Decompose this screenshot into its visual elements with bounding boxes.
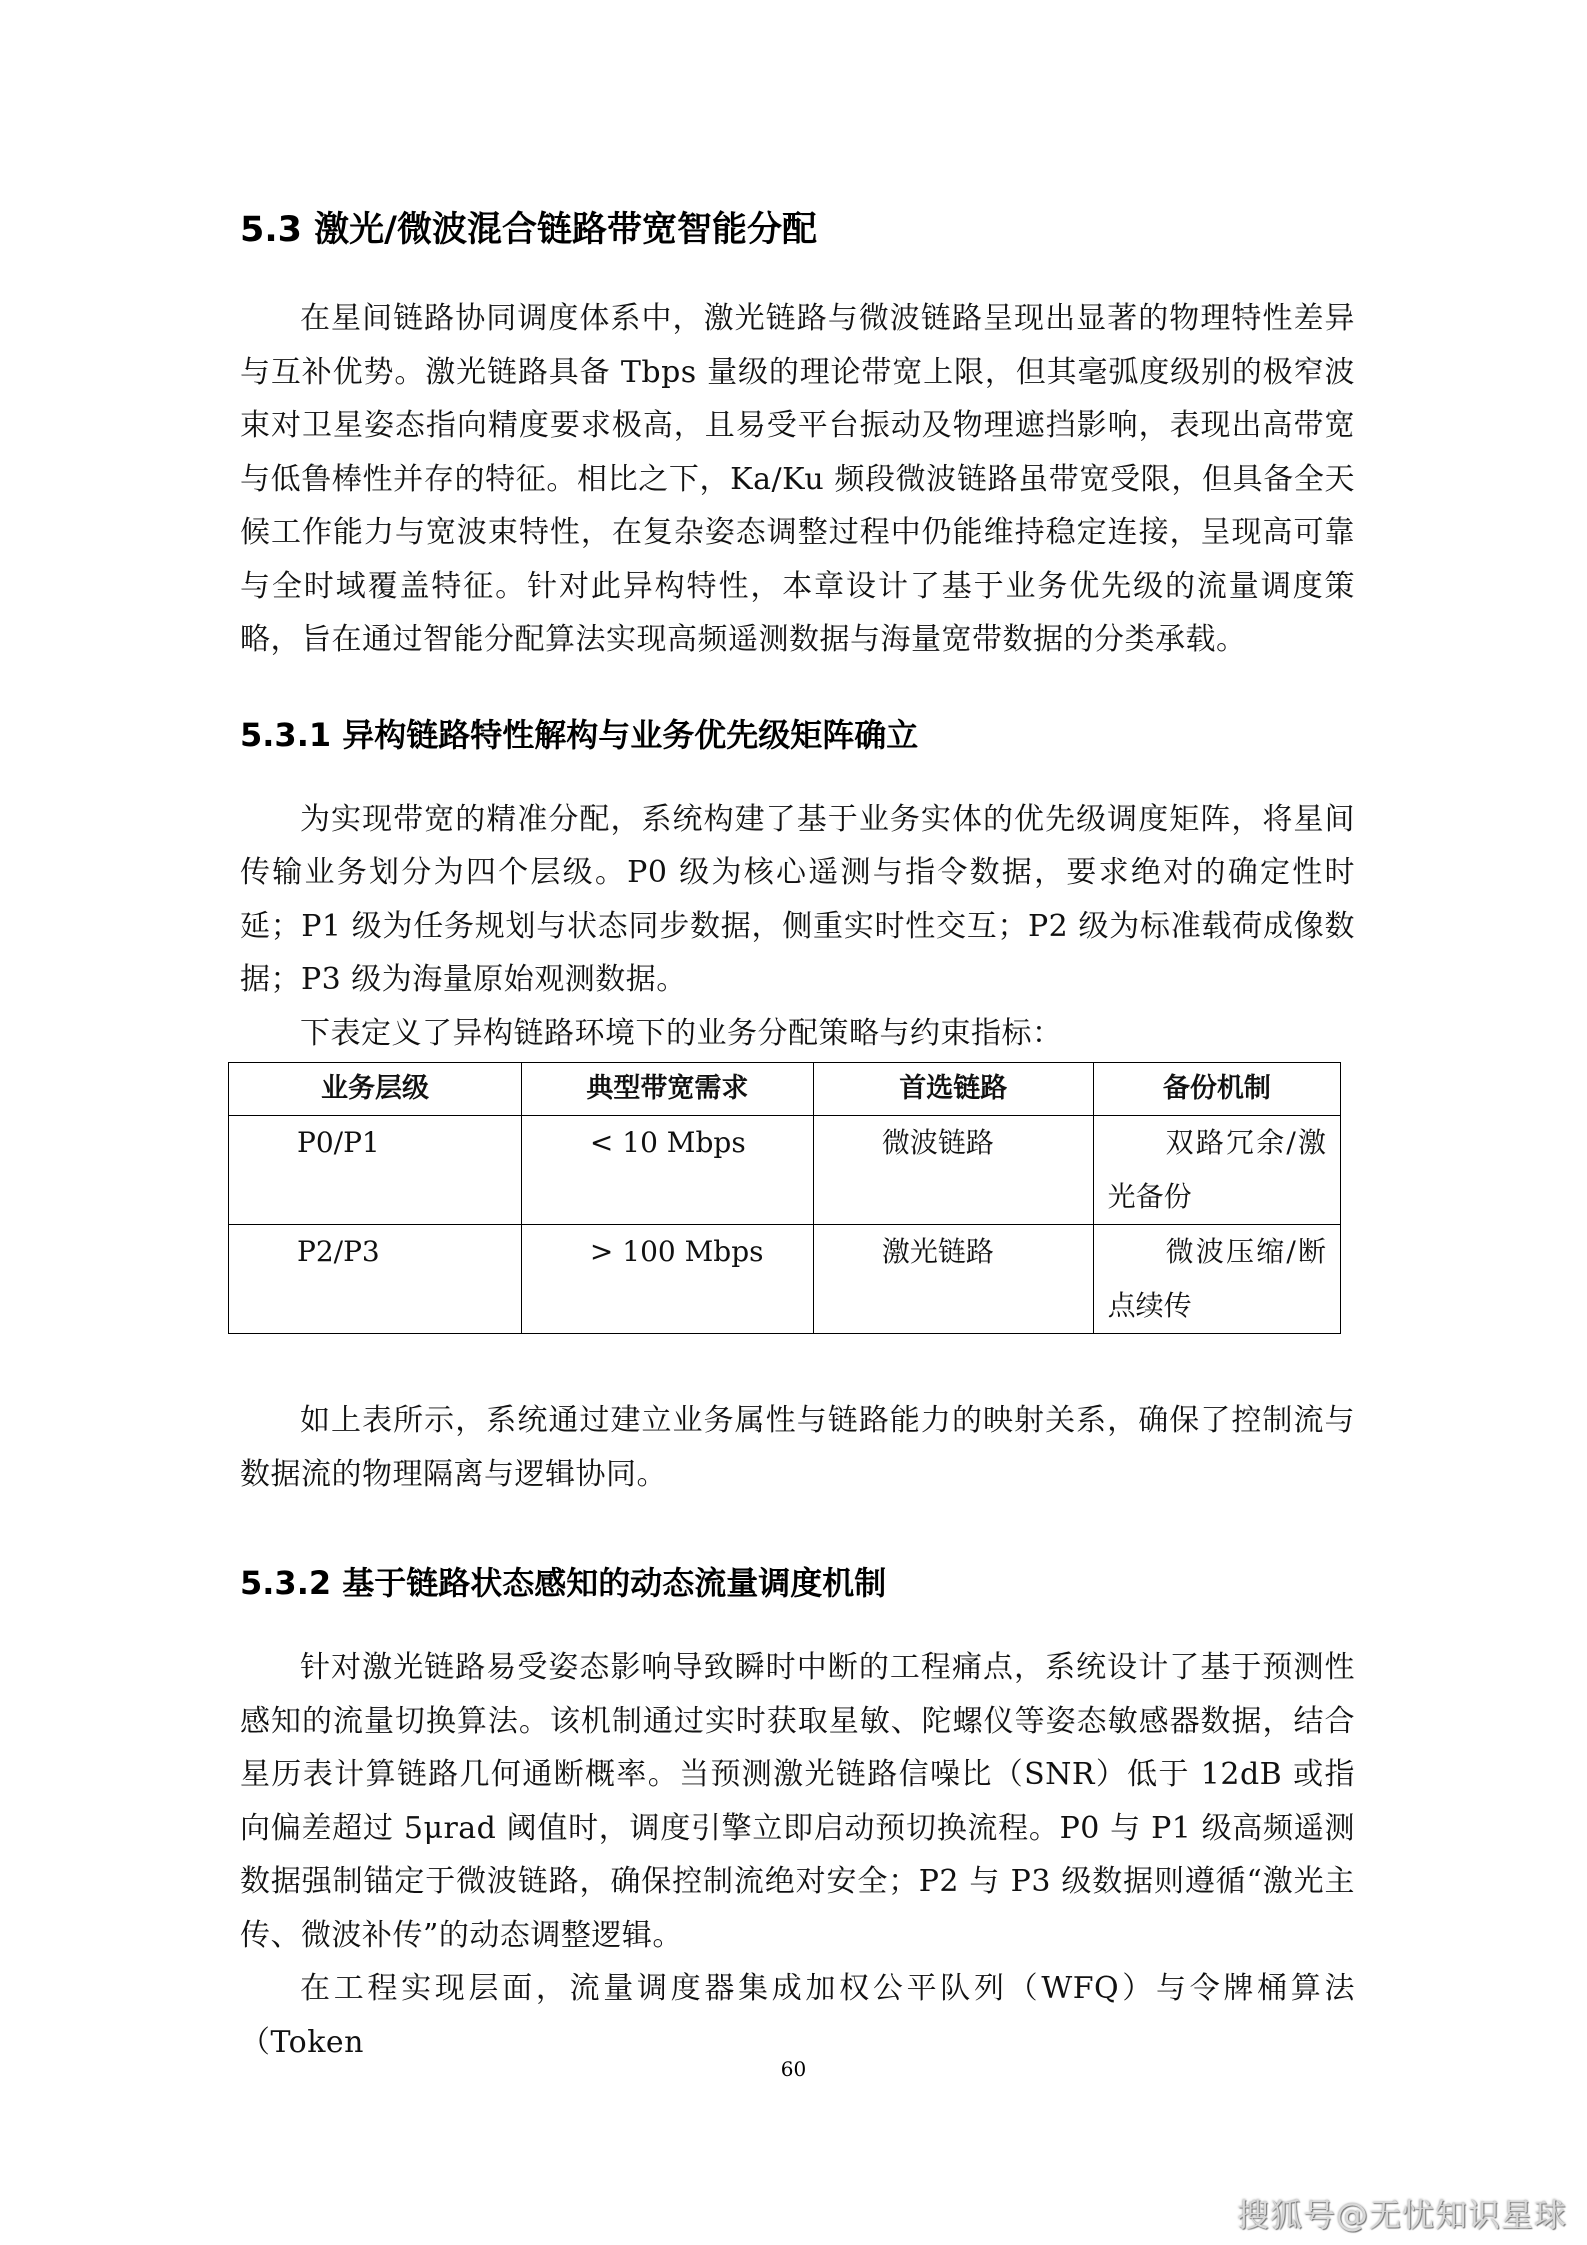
table-cell-bandwidth: > 100 Mbps [521,1225,813,1334]
table-summary-paragraph: 如上表所示，系统通过建立业务属性与链路能力的映射关系，确保了控制流与数据流的物理隔离与逻辑协同。 [240,1403,1355,1492]
subsection-2-paragraph-1: 针对激光链路易受姿态影响导致瞬时中断的工程痛点，系统设计了基于预测性感知的流量切换算法。该机制通过实时获取星敏、陀螺仪等姿态敏感器数据，结合星历表计算链路几何通断概率。当预测激光链路信噪比（SNR）低于 12dB 或指向偏差超过 5μrad 阈值时，调度引擎立即启动预切换流程。P0 与 P1 级高频遥测数据强制锚定于微波链路，确保控制流绝对安全；P2 与 P3 级数据则遵循“激光主传、微波补传”的动态调整逻辑。 [240,1650,1355,1953]
table-header-row [229,1063,1341,1116]
page-content [240,200,1355,2069]
table-cell-backup: 微波压缩/断点续传 [1093,1225,1340,1334]
table-cell-link: 激光链路 [813,1225,1093,1334]
subsection-1-paragraph: 为实现带宽的精准分配，系统构建了基于业务实体的优先级调度矩阵，将星间传输业务划分为四个层级。P0 级为核心遥测与指令数据，要求绝对的确定性时延；P1 级为任务规划与状态同步数据，侧重实时性交互；P2 级为标准载荷成像数据；P3 级为海量原始观测数据。 [240,801,1355,997]
section-title: 5.3 激光/微波混合链路带宽智能分配 [240,210,817,250]
table-header-cell: 首选链路 [813,1063,1093,1116]
table-cell-level: P2/P3 [229,1225,522,1334]
subsection-1-title: 5.3.1 异构链路特性解构与业务优先级矩阵确立 [240,715,919,754]
subsection-2-paragraph-2: 在工程实现层面，流量调度器集成加权公平队列（WFQ）与令牌桶算法（Token [240,1971,1355,2060]
page-number: 60 [780,2057,807,2081]
table-lead-text: 下表定义了异构链路环境下的业务分配策略与约束指标： [300,1015,1063,1051]
section-intro-paragraph: 在星间链路协同调度体系中，激光链路与微波链路呈现出显著的物理特性差异与互补优势。激光链路具备 Tbps 量级的理论带宽上限，但其毫弧度级别的极窄波束对卫星姿态指向精度要求极高，且易受平台振动及物理遮挡影响，表现出高带宽与低鲁棒性并存的特征。相比之下，Ka/Ku 频段微波链路虽带宽受限，但具备全天候工作能力与宽波束特性，在复杂姿态调整过程中仍能维持稳定连接，呈现高可靠与全时域覆盖特征。针对此异构特性，本章设计了基于业务优先级的流量调度策略，旨在通过智能分配算法实现高频遥测数据与海量宽带数据的分类承载。 [240,301,1355,657]
table-cell-backup: 双路冗余/激光备份 [1093,1116,1340,1225]
table-row [229,1116,1341,1225]
table-cell-level: P0/P1 [229,1116,522,1225]
priority-matrix-table [228,1062,1341,1334]
subsection-2-title: 5.3.2 基于链路状态感知的动态流量调度机制 [240,1564,887,1602]
table-cell-bandwidth: < 10 Mbps [521,1116,813,1225]
watermark-text: 搜狐号@无忧知识星球 [1236,2196,1567,2234]
table-row [229,1225,1341,1334]
table-cell-link: 微波链路 [813,1116,1093,1225]
table-header-cell: 备份机制 [1093,1063,1340,1116]
table-header-cell: 业务层级 [229,1063,522,1116]
table-header-cell: 典型带宽需求 [521,1063,813,1116]
